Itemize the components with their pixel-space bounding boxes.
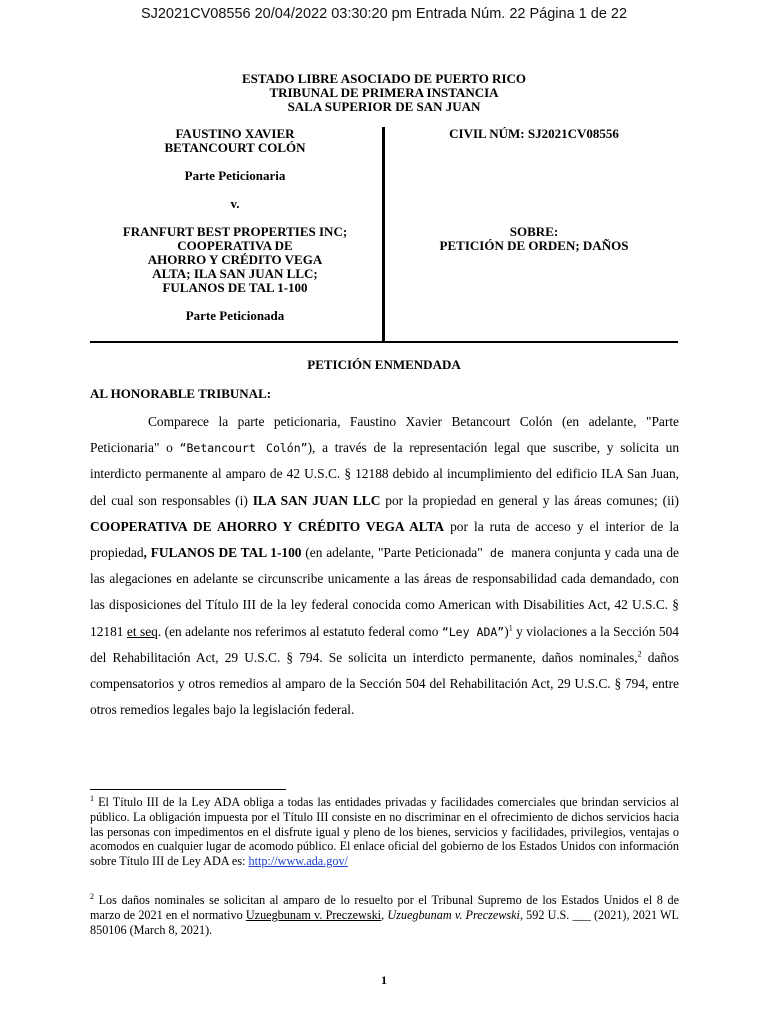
case-citation-underlined: Uzuegbunam v. Preczewski xyxy=(245,907,382,922)
ada-link[interactable]: http://www.ada.gov/ xyxy=(248,854,348,869)
respondent-line-1: FRANFURT BEST PROPERTIES INC; xyxy=(122,224,348,239)
footnote-text: El Título III de la Ley ADA obliga a todas las entidades privadas y facilidades comerciales que brindan servicios al público. La obligación impuesta por el Título III consiste en no discriminar en el ofrecimiento de dichos servicios hacia las personas con impedimentos en el disfrute igual y pleno de los bienes, servicios y facilidades, privilegios, ventajas o acomodos en cualquier lugar de acomodo público. El enlace oficial del gobierno de los Estados Unidos con información sobre Título III de Ley ADA es: xyxy=(90,795,679,869)
court-header xyxy=(0,72,768,114)
respondent-role: Parte Peticionada xyxy=(185,308,285,323)
versus: v. xyxy=(230,196,240,211)
court-line-1: ESTADO LIBRE ASOCIADO DE PUERTO RICO xyxy=(241,71,527,86)
caption-parties xyxy=(90,127,380,323)
footnote-text: Los daños nominales se solicitan al amparo de lo resuelto por el Tribunal Supremo de los Estados Unidos el 8 de marzo de 2021 en el normativo xyxy=(90,893,679,922)
footnote-text: , 592 U.S. ___ (2021), 2021 WL 850106 (March 8, 2021). xyxy=(90,907,679,937)
filing-stamp: SJ2021CV08556 20/04/2022 03:30:20 pm Entrada Núm. 22 Página 1 de 22 xyxy=(140,6,628,22)
subject-label: SOBRE: xyxy=(509,224,559,239)
case-citation-italic: Uzuegbunam v. Preczewski xyxy=(387,907,520,922)
footnote-1 xyxy=(90,795,679,869)
footnote-separator xyxy=(90,789,286,790)
case-caption xyxy=(90,127,678,343)
petitioner-role: Parte Peticionaria xyxy=(184,168,286,183)
caption-divider xyxy=(382,127,385,341)
footnote-ref-1[interactable]: 1 xyxy=(508,623,513,633)
body-text: ) xyxy=(504,623,509,639)
footnote-ref-2[interactable]: 2 xyxy=(637,649,642,659)
body-text: de xyxy=(482,546,512,561)
petitioner-name-1: FAUSTINO XAVIER xyxy=(175,126,295,141)
body-text: Comparece la parte peticionaria, Faustino Xavier Betancourt Colón (en adelante, "Parte Peticionaria" o xyxy=(90,414,679,456)
footnote-text: , xyxy=(381,907,388,922)
body-text: daños compensatorios y otros remedios al amparo de la Sección 504 del Rehabilitación Act, 29 U.S.C. § 794, entre otros remedios legales bajo la legislación federal. xyxy=(90,649,679,718)
body-text: por la ruta de acceso y el interior de la propiedad xyxy=(90,518,680,561)
court-line-2: TRIBUNAL DE PRIMERA INSTANCIA xyxy=(269,85,499,100)
body-text: . (en adelante nos referimos al estatuto federal como xyxy=(157,623,442,639)
body-text: manera conjunta y cada una de las alegaciones en adelante se circunscribe unicamente a las áreas de responsabilidad cada demandado, con las disposiciones del Título III de la ley federal conocida como American with Disabilities Act, 42 U.S.C. § 12181 xyxy=(90,545,679,639)
body-text: “Ley ADA” xyxy=(441,624,505,639)
body-underline: et seq xyxy=(126,623,158,639)
body-bold: COOPERATIVA DE AHORRO Y CRÉDITO VEGA ALTA xyxy=(90,518,445,534)
respondent-line-3: AHORRO Y CRÉDITO VEGA xyxy=(147,252,323,267)
court-line-3: SALA SUPERIOR DE SAN JUAN xyxy=(287,99,481,114)
body-text: (en adelante, "Parte Peticionada" xyxy=(301,545,483,561)
body-bold: ILA SAN JUAN LLC xyxy=(252,492,381,508)
body-text: por la propiedad en general y las áreas comunes; (ii) xyxy=(380,492,679,508)
salutation: AL HONORABLE TRIBUNAL: xyxy=(90,386,272,401)
footnote-number: 1 xyxy=(90,793,94,803)
respondent-line-2: COOPERATIVA DE xyxy=(177,238,293,253)
petitioner-name-2: BETANCOURT COLÓN xyxy=(164,140,306,155)
body-text: “Betancourt Colón” xyxy=(179,441,308,456)
body-text: y violaciones a la Sección 504 del Rehabilitación Act, 29 U.S.C. § 794. Se solicita un interdicto permanente, daños nominales, xyxy=(90,623,679,665)
respondent-line-5: FULANOS DE TAL 1-100 xyxy=(162,280,308,295)
page-number: 1 xyxy=(381,973,387,987)
document-title: PETICIÓN ENMENDADA xyxy=(307,357,461,372)
body-text: ), a través de la representación legal que suscribe, y solicita un interdicto permanente al amparo de 42 U.S.C. § 12188 debido al incumplimiento del edificio ILA San Juan, del cual son responsables (i) xyxy=(90,440,680,508)
caption-case-info xyxy=(390,127,678,253)
case-number: CIVIL NÚM: SJ2021CV08556 xyxy=(449,126,619,141)
subject: PETICIÓN DE ORDEN; DAÑOS xyxy=(439,238,629,253)
footnote-2 xyxy=(90,893,679,937)
footnote-number: 2 xyxy=(90,891,94,901)
respondent-line-4: ALTA; ILA SAN JUAN LLC; xyxy=(152,266,318,281)
body-paragraph xyxy=(90,409,679,723)
body-bold: , FULANOS DE TAL 1-100 xyxy=(143,545,302,561)
